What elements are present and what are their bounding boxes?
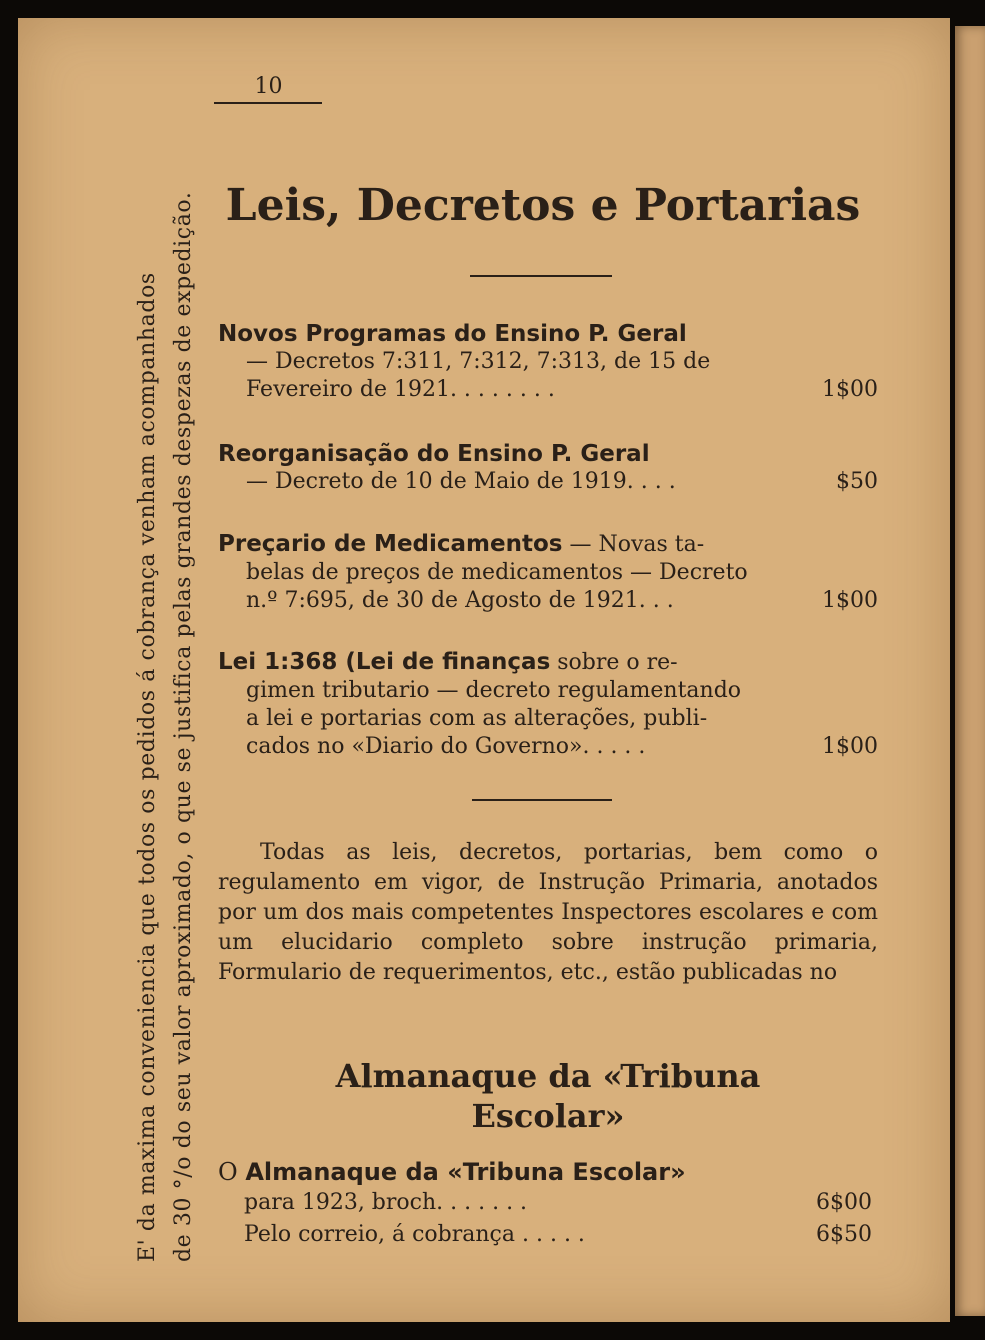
facing-page-edge [955,26,985,1316]
entry-novos-programas [218,320,878,404]
almanac-price-row [244,1222,872,1247]
entry-price: $50 [836,469,878,494]
entry-head-tail: sobre o re- [550,650,678,675]
entry-line: belas de preços de medicamentos — Decreto [246,560,748,585]
almanac-title-line-1: Almanaque da «Tribuna [335,1057,761,1095]
almanac-price-label: Pelo correio, á cobrança . . . . . [244,1222,585,1247]
entry-price: 1$00 [822,377,878,402]
almanac-price-value: 6$50 [816,1222,872,1247]
almanac-price-label: para 1923, broch. . . . . . . [244,1190,528,1215]
entry-price: 1$00 [822,588,878,613]
entry-line: n.º 7:695, de 30 de Agosto de 1921. . . [246,588,674,613]
entry-price: 1$00 [822,734,878,759]
title-divider [470,275,612,277]
almanac-title-line-2: Escolar» [471,1097,625,1135]
entry-head-tail: — Novas ta- [562,532,705,557]
almanac-title [218,1056,878,1136]
section-divider [472,799,612,801]
entry-head: Preçario de Medicamentos [218,531,563,557]
entry-line: a lei e portarias com as alterações, publi- [246,706,708,731]
entry-line: — Decreto de 10 de Maio de 1919. . . . [246,469,676,494]
entry-head: Novos Programas do Ensino P. Geral [218,321,687,347]
side-note [130,152,202,1262]
almanac-description: Todas as leis, decretos, portarias, bem como o regulamento em vigor, de Instrução Primaria, anotados por um dos mais competentes Inspectores escolares e com um elucidario completo sobre instrução primaria, Formulario de requerimentos, etc., estão publicadas no [218,840,878,985]
entry-head: Reorganisação do Ensino P. Geral [218,441,650,467]
almanac-price-value: 6$00 [816,1190,872,1215]
almanac-price-heading [218,1158,878,1186]
page-title: Leis, Decretos e Portarias [225,180,861,231]
entry-reorganisacao [218,440,878,496]
side-note-line-1: E' da maxima conveniencia que todos os pedidos á cobrança venham acompanhados [135,272,160,1262]
entry-line: Fevereiro de 1921. . . . . . . . [246,377,555,402]
entry-line: cados no «Diario do Governo». . . . . [246,734,646,759]
entry-line: gimen tributario — decreto regulamentando [246,678,742,703]
entry-precario [218,530,878,615]
almanac-head-prefix: O [218,1158,246,1186]
entry-line: — Decretos 7:311, 7:312, 7:313, de 15 de [246,349,711,374]
entry-head: Lei 1:368 (Lei de finanças [218,649,551,675]
almanac-price-row [244,1190,872,1215]
side-note-line-2: de 30 °/o do seu valor aproximado, o que se justifica pelas grandes despezas de expedição. [171,191,196,1262]
entry-lei-1368 [218,648,878,761]
page-number-rule [214,102,322,104]
almanac-head-name: Almanaque da «Tribuna Escolar» [245,1158,686,1186]
page-number: 10 [254,74,283,99]
